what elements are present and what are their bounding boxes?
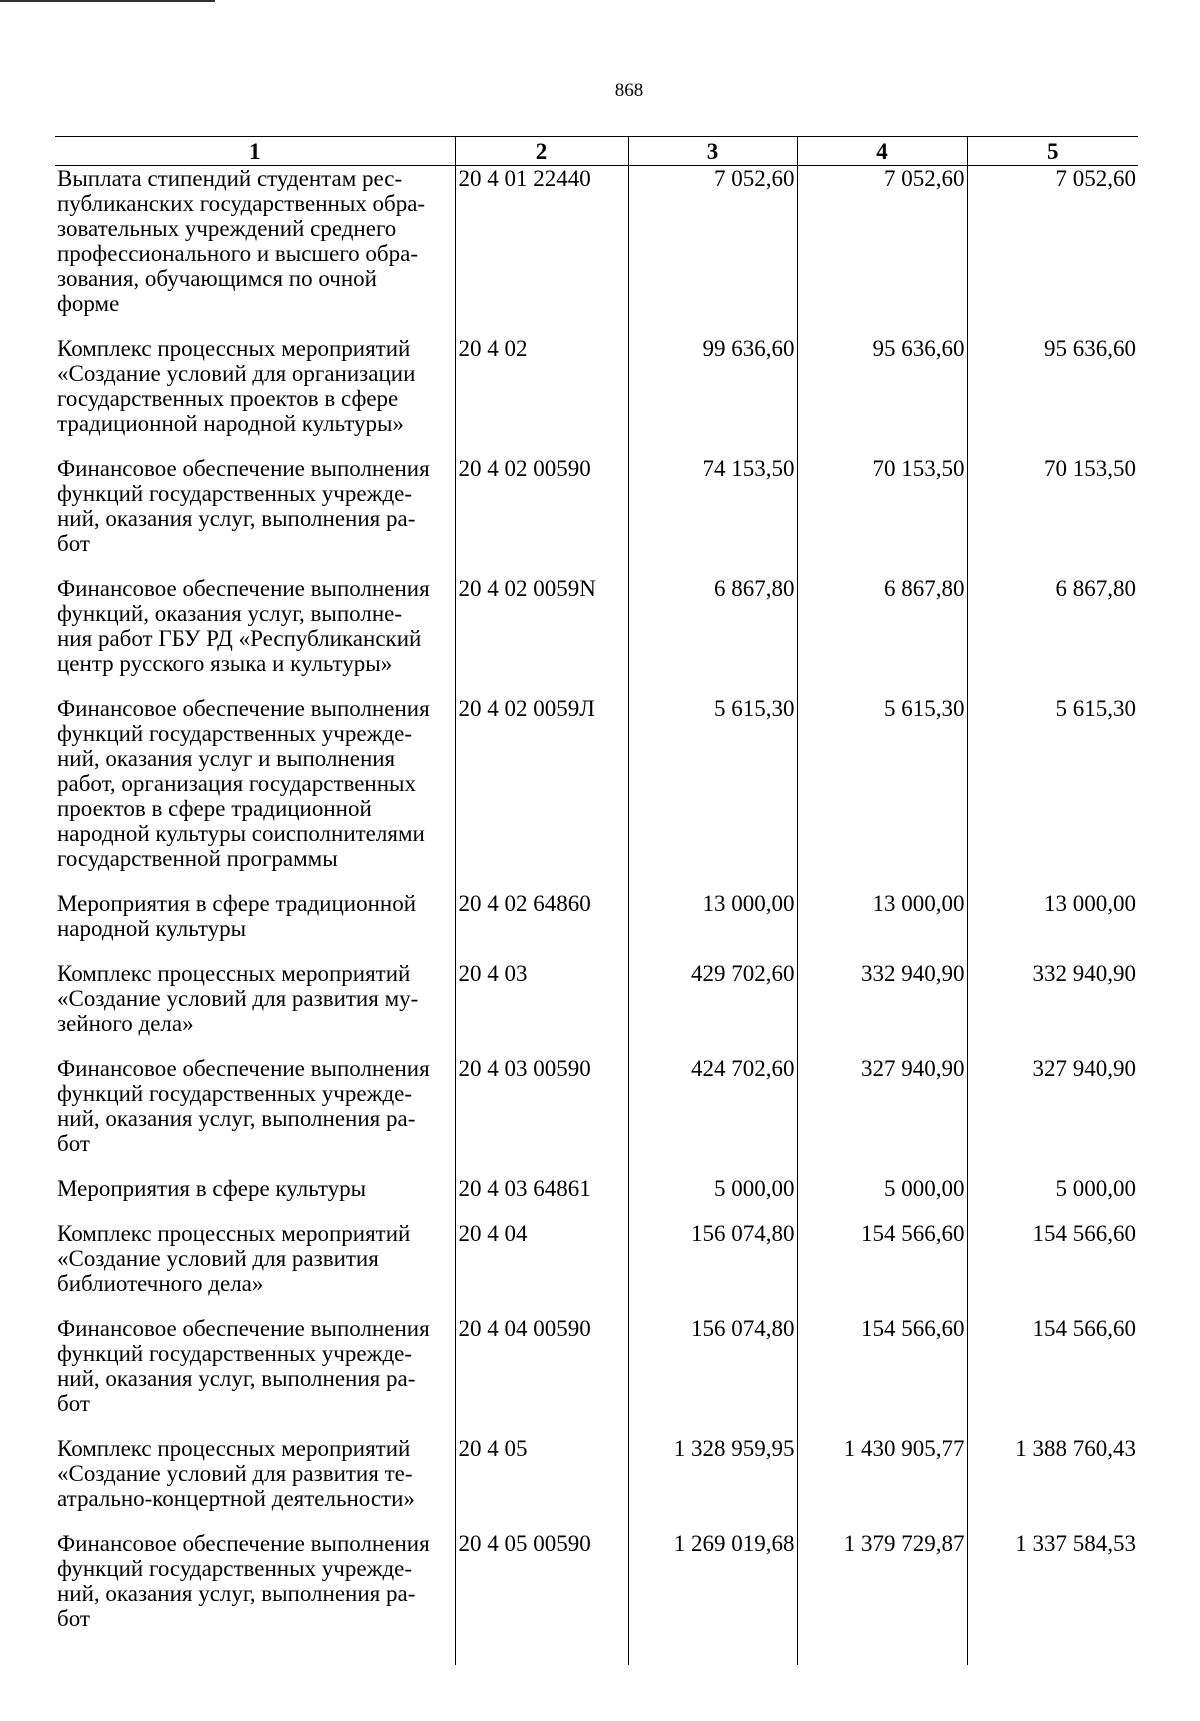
row-value-col4: 327 940,90: [797, 1056, 967, 1156]
spacer-cell: [967, 676, 1138, 696]
row-name: Финансовое обеспечение выполнения функций государственных учрежде- ний, оказания услуг, выполнения ра- бот: [57, 456, 430, 556]
spacer-cell: [455, 316, 628, 336]
row-value-col5: 70 153,50: [967, 456, 1138, 556]
row-value-col5: 6 867,80: [967, 576, 1138, 676]
spacer-cell: [628, 436, 797, 456]
spacer-cell: [967, 941, 1138, 961]
row-name: Комплекс процессных мероприятий «Создание условий для развития те- атрально-концертной деятельности»: [57, 1436, 415, 1511]
spacer-cell: [967, 1631, 1138, 1665]
row-spacer: [55, 436, 1138, 456]
row-spacer: [55, 941, 1138, 961]
spacer-cell: [797, 1156, 967, 1176]
spacer-cell: [55, 1036, 455, 1056]
spacer-cell: [55, 941, 455, 961]
row-code: 20 4 02 00590: [455, 456, 628, 556]
spacer-cell: [797, 1511, 967, 1531]
spacer-cell: [55, 1631, 455, 1665]
row-value-col5: 332 940,90: [967, 961, 1138, 1036]
row-code: 20 4 03 00590: [455, 1056, 628, 1156]
row-name: Комплекс процессных мероприятий «Создание условий для развития библиотечного дела»: [57, 1221, 411, 1296]
row-value-col3: 424 702,60: [628, 1056, 797, 1156]
table-row: [55, 696, 1138, 871]
column-header: 2: [455, 137, 628, 166]
row-value-col4: 332 940,90: [797, 961, 967, 1036]
row-value-col5: 95 636,60: [967, 336, 1138, 436]
row-spacer: [55, 1156, 1138, 1176]
table-row: [55, 576, 1138, 676]
row-code: 20 4 04: [455, 1221, 628, 1296]
column-header: 1: [55, 137, 455, 166]
spacer-cell: [797, 1631, 967, 1665]
spacer-cell: [967, 1416, 1138, 1436]
table-row: [55, 891, 1138, 941]
row-value-col3: 7 052,60: [628, 166, 797, 317]
table-body: [55, 166, 1138, 1666]
row-value-col4: 7 052,60: [797, 166, 967, 317]
row-name: Выплата стипендий студентам рес- публиканских государственных обра- зовательных учреждений среднего профессионального и высшего обра- зования, обучающимся по очной форме: [57, 166, 426, 316]
row-value-col5: 5 615,30: [967, 696, 1138, 871]
spacer-cell: [967, 1201, 1138, 1221]
row-value-col5: 7 052,60: [967, 166, 1138, 317]
table-row: [55, 1056, 1138, 1156]
spacer-cell: [455, 1416, 628, 1436]
spacer-cell: [628, 941, 797, 961]
spacer-cell: [797, 436, 967, 456]
spacer-cell: [967, 1156, 1138, 1176]
spacer-cell: [967, 436, 1138, 456]
spacer-cell: [628, 556, 797, 576]
row-code: 20 4 05 00590: [455, 1531, 628, 1631]
row-value-col4: 6 867,80: [797, 576, 967, 676]
row-value-col4: 5 000,00: [797, 1176, 967, 1201]
spacer-cell: [797, 316, 967, 336]
row-value-col3: 1 269 019,68: [628, 1531, 797, 1631]
spacer-cell: [455, 1036, 628, 1056]
row-code: 20 4 01 22440: [455, 166, 628, 317]
spacer-cell: [967, 316, 1138, 336]
row-name: Финансовое обеспечение выполнения функций, оказания услуг, выполне- ния работ ГБУ РД «Республиканский центр русского языка и культуры»: [57, 576, 430, 676]
spacer-cell: [55, 556, 455, 576]
spacer-cell: [455, 676, 628, 696]
spacer-cell: [797, 1201, 967, 1221]
spacer-cell: [455, 556, 628, 576]
spacer-cell: [55, 436, 455, 456]
spacer-cell: [628, 1631, 797, 1665]
spacer-cell: [455, 1631, 628, 1665]
row-value-col3: 5 615,30: [628, 696, 797, 871]
row-name: Комплекс процессных мероприятий «Создание условий для развития му- зейного дела»: [57, 961, 419, 1036]
spacer-cell: [797, 1416, 967, 1436]
spacer-cell: [455, 1156, 628, 1176]
spacer-cell: [455, 1296, 628, 1316]
spacer-cell: [628, 1511, 797, 1531]
row-value-col4: 1 430 905,77: [797, 1436, 967, 1511]
row-code: 20 4 02: [455, 336, 628, 436]
row-value-col3: 156 074,80: [628, 1221, 797, 1296]
header-row: [55, 137, 1138, 166]
spacer-cell: [628, 1416, 797, 1436]
row-value-col3: 1 328 959,95: [628, 1436, 797, 1511]
row-spacer: [55, 556, 1138, 576]
row-code: 20 4 05: [455, 1436, 628, 1511]
spacer-cell: [55, 1156, 455, 1176]
row-value-col3: 6 867,80: [628, 576, 797, 676]
row-name: Финансовое обеспечение выполнения функций государственных учрежде- ний, оказания услуг, выполнения ра- бот: [57, 1531, 430, 1631]
page-number: 868: [614, 80, 644, 101]
spacer-cell: [797, 556, 967, 576]
row-name: Финансовое обеспечение выполнения функций государственных учрежде- ний, оказания услуг, выполнения ра- бот: [57, 1316, 430, 1416]
row-name: Финансовое обеспечение выполнения функций государственных учрежде- ний, оказания услуг и выполнения работ, организация государственных проектов в сфере традиционной народной культуры соисполнителями государственной программы: [57, 696, 430, 871]
row-spacer: [55, 1631, 1138, 1665]
row-value-col4: 13 000,00: [797, 891, 967, 941]
row-value-col3: 429 702,60: [628, 961, 797, 1036]
row-spacer: [55, 316, 1138, 336]
spacer-cell: [55, 316, 455, 336]
spacer-cell: [967, 1511, 1138, 1531]
row-spacer: [55, 1511, 1138, 1531]
row-value-col3: 99 636,60: [628, 336, 797, 436]
row-value-col4: 70 153,50: [797, 456, 967, 556]
spacer-cell: [455, 1201, 628, 1221]
row-spacer: [55, 1201, 1138, 1221]
row-value-col4: 154 566,60: [797, 1316, 967, 1416]
spacer-cell: [55, 1201, 455, 1221]
row-spacer: [55, 1296, 1138, 1316]
table-row: [55, 1316, 1138, 1416]
row-value-col5: 1 337 584,53: [967, 1531, 1138, 1631]
row-value-col4: 154 566,60: [797, 1221, 967, 1296]
row-code: 20 4 02 0059Л: [455, 696, 628, 871]
row-spacer: [55, 1036, 1138, 1056]
spacer-cell: [628, 1156, 797, 1176]
spacer-cell: [967, 556, 1138, 576]
spacer-cell: [55, 676, 455, 696]
spacer-cell: [628, 316, 797, 336]
spacer-cell: [628, 1201, 797, 1221]
spacer-cell: [797, 676, 967, 696]
spacer-cell: [797, 1036, 967, 1056]
row-value-col4: 5 615,30: [797, 696, 967, 871]
row-code: 20 4 04 00590: [455, 1316, 628, 1416]
spacer-cell: [967, 1296, 1138, 1316]
spacer-cell: [55, 1416, 455, 1436]
row-value-col5: 13 000,00: [967, 891, 1138, 941]
spacer-cell: [455, 1511, 628, 1531]
row-value-col5: 154 566,60: [967, 1221, 1138, 1296]
table-row: [55, 1531, 1138, 1631]
spacer-cell: [55, 1511, 455, 1531]
row-code: 20 4 03 64861: [455, 1176, 628, 1201]
row-name: Комплекс процессных мероприятий «Создание условий для организации государственных проектов в сфере традиционной народной культуры»: [57, 336, 416, 436]
table-row: [55, 456, 1138, 556]
row-code: 20 4 02 0059N: [455, 576, 628, 676]
row-spacer: [55, 676, 1138, 696]
spacer-cell: [628, 676, 797, 696]
column-header: 5: [967, 137, 1138, 166]
table-row: [55, 336, 1138, 436]
spacer-cell: [628, 1036, 797, 1056]
row-value-col3: 156 074,80: [628, 1316, 797, 1416]
table-row: [55, 961, 1138, 1036]
spacer-cell: [967, 871, 1138, 891]
column-header: 3: [628, 137, 797, 166]
row-value-col5: 327 940,90: [967, 1056, 1138, 1156]
row-value-col5: 154 566,60: [967, 1316, 1138, 1416]
row-value-col3: 74 153,50: [628, 456, 797, 556]
spacer-cell: [55, 1296, 455, 1316]
row-value-col5: 5 000,00: [967, 1176, 1138, 1201]
spacer-cell: [455, 941, 628, 961]
table-row: [55, 166, 1138, 317]
table-row: [55, 1221, 1138, 1296]
table-row: [55, 1176, 1138, 1201]
row-code: 20 4 03: [455, 961, 628, 1036]
spacer-cell: [967, 1036, 1138, 1056]
spacer-cell: [797, 941, 967, 961]
row-value-col3: 13 000,00: [628, 891, 797, 941]
row-spacer: [55, 871, 1138, 891]
top-rule: [0, 0, 215, 2]
spacer-cell: [55, 871, 455, 891]
row-value-col4: 1 379 729,87: [797, 1531, 967, 1631]
row-spacer: [55, 1416, 1138, 1436]
budget-table: [55, 136, 1138, 1665]
spacer-cell: [628, 1296, 797, 1316]
row-name: Мероприятия в сфере традиционной народной культуры: [57, 891, 417, 941]
row-code: 20 4 02 64860: [455, 891, 628, 941]
row-value-col5: 1 388 760,43: [967, 1436, 1138, 1511]
spacer-cell: [455, 871, 628, 891]
spacer-cell: [797, 871, 967, 891]
row-name: Финансовое обеспечение выполнения функций государственных учрежде- ний, оказания услуг, выполнения ра- бот: [57, 1056, 430, 1156]
column-header: 4: [797, 137, 967, 166]
row-name: Мероприятия в сфере культуры: [57, 1176, 367, 1201]
spacer-cell: [797, 1296, 967, 1316]
spacer-cell: [455, 436, 628, 456]
row-value-col3: 5 000,00: [628, 1176, 797, 1201]
table-row: [55, 1436, 1138, 1511]
spacer-cell: [628, 871, 797, 891]
row-value-col4: 95 636,60: [797, 336, 967, 436]
